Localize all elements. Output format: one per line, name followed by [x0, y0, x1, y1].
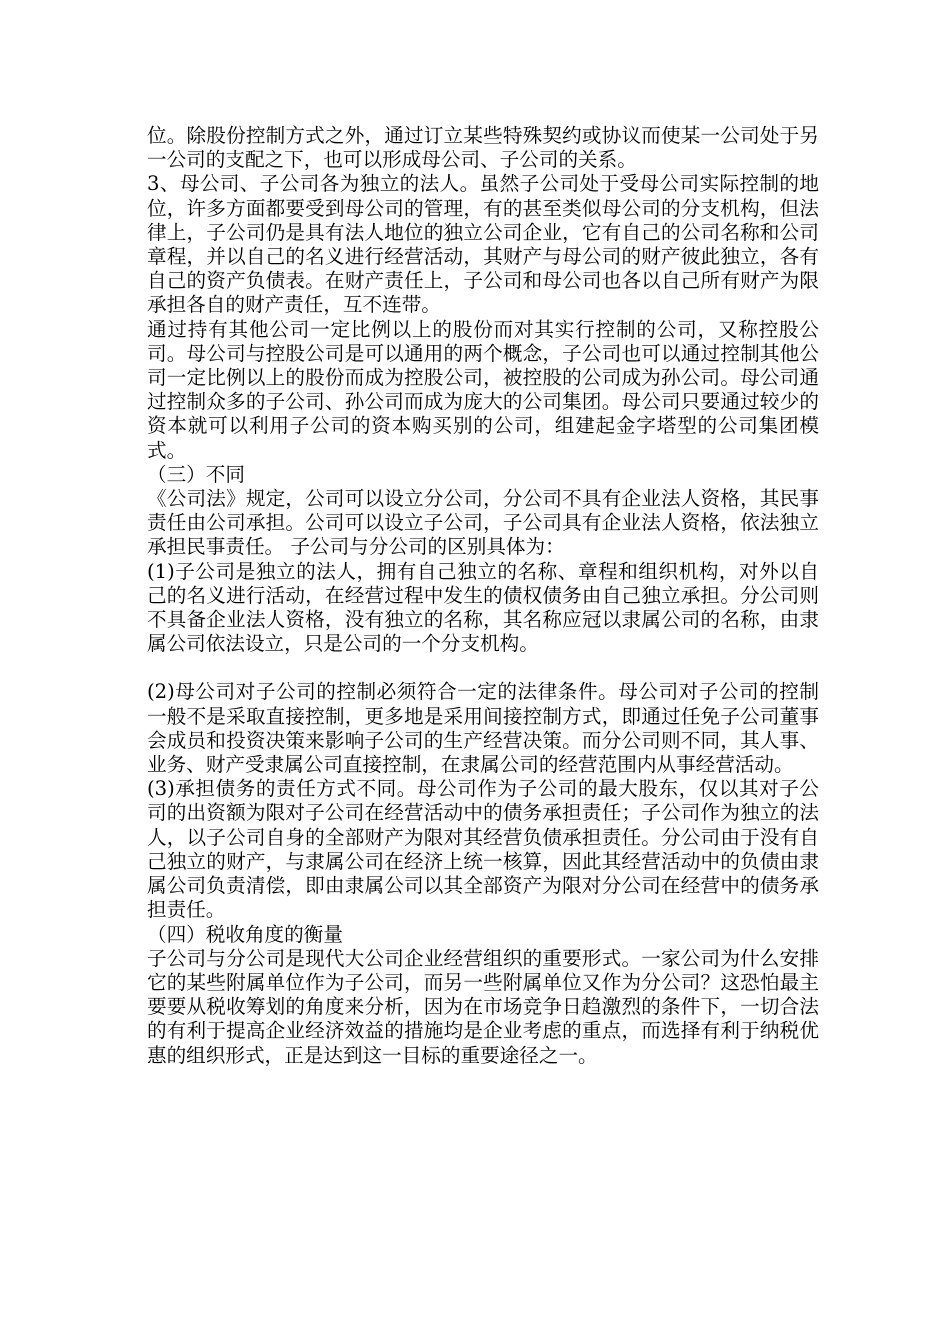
paragraph-independent-legal-persons: 3、母公司、子公司各为独立的法人。虽然子公司处于受母公司实际控制的地位，许多方面都要受到母公司的管理，有的甚至类似母公司的分支机构，但法律上，子公司仍是具有法人地位的独立公司企业，它有自己的公司名称和公司章程，并以自己的名义进行经营活动，其财产与母公司的财产彼此独立，各有自己的资产负债表。在财产责任上，子公司和母公司也各以自己所有财产为限承担各自的财产责任，互不连带。: [147, 172, 819, 317]
section-heading-differences: （三）不同: [147, 462, 245, 486]
document-body: [147, 124, 819, 1068]
paragraph-company-law: 《公司法》规定，公司可以设立分公司，分公司不具有企业法人资格，其民事责任由公司承担。公司可以设立子公司，子公司具有企业法人资格，依法独立承担民事责任。 子公司与分公司的区别具体为：: [147, 487, 819, 559]
list-item-difference-1: (1)子公司是独立的法人，拥有自己独立的名称、章程和组织机构，对外以自己的名义进行活动，在经营过程中发生的债权债务由自己独立承担。分公司则不具备企业法人资格，没有独立的名称，其名称应冠以隶属公司的名称，由隶属公司依法设立，只是公司的一个分支机构。: [147, 559, 819, 656]
list-item-difference-3: (3)承担债务的责任方式不同。母公司作为子公司的最大股东，仅以其对子公司的出资额为限对子公司在经营活动中的债务承担责任；子公司作为独立的法人，以子公司自身的全部财产为限对其经营负债承担责任。分公司由于没有自己独立的财产，与隶属公司在经济上统一核算，因此其经营活动中的负债由隶属公司负责清偿，即由隶属公司以其全部资产为限对分公司在经营中的债务承担责任。: [147, 777, 819, 922]
list-item-difference-2: (2)母公司对子公司的控制必须符合一定的法律条件。母公司对子公司的控制一般不是采取直接控制，更多地是采用间接控制方式，即通过任免子公司董事会成员和投资决策来影响子公司的生产经营决策。而分公司则不同，其人事、业务、财产受隶属公司直接控制，在隶属公司的经营范围内从事经营活动。: [147, 680, 819, 777]
section-heading-tax: （四）税收角度的衡量: [147, 922, 343, 946]
paragraph-holding-company: 通过持有其他公司一定比例以上的股份而对其实行控制的公司，又称控股公司。母公司与控股公司是可以通用的两个概念，子公司也可以通过控制其他公司一定比例以上的股份而成为控股公司，被控股的公司成为孙公司。母公司通过控制众多的子公司、孙公司而成为庞大的公司集团。母公司只要通过较少的资本就可以利用子公司的资本购买别的公司，组建起金字塔型的公司集团模式。: [147, 317, 819, 462]
paragraph-tax-planning: 子公司与分公司是现代大公司企业经营组织的重要形式。一家公司为什么安排它的某些附属单位作为子公司，而另一些附属单位又作为分公司？这恐怕最主要要从税收筹划的角度来分析，因为在市场竞争日趋激烈的条件下，一切合法的有利于提高企业经济效益的措施均是企业考虑的重点，而选择有利于纳税优惠的组织形式，正是达到这一目标的重要途径之一。: [147, 946, 819, 1067]
paragraph-control-by-contract: 位。除股份控制方式之外，通过订立某些特殊契约或协议而使某一公司处于另一公司的支配之下，也可以形成母公司、子公司的关系。: [147, 124, 819, 172]
